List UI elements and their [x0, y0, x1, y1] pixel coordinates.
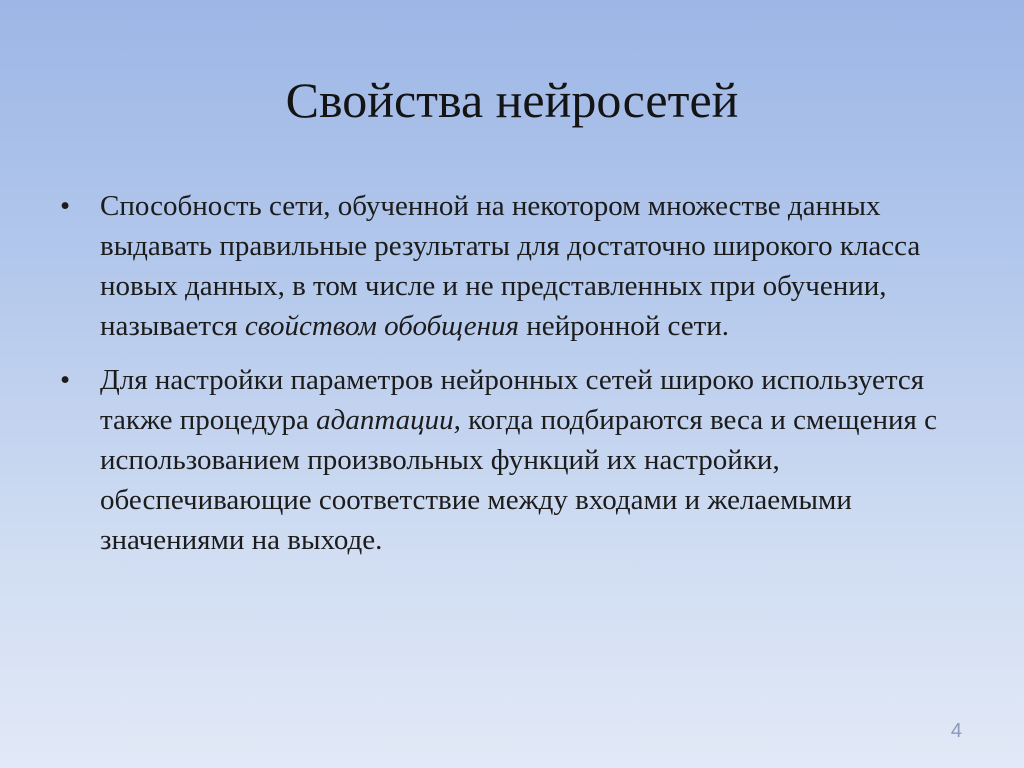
bullet-item-2 — [60, 360, 980, 560]
bullet-1-text-end: нейронной сети. — [519, 310, 730, 342]
bullet-1-text: Способность сети, обученной на некотором множестве данных выдавать правильные результаты для достаточно широкого класса новых данных, в том числе и не представленных при обучении, называется — [100, 190, 921, 342]
bullet-list — [60, 186, 980, 574]
bullet-icon: • — [60, 190, 71, 222]
bullet-2-text-end: когда подбираются веса и смещения с использованием произвольных функций их настройки, обеспечивающие соответствие между входами и желаемыми значениями на выходе. — [100, 404, 937, 556]
slide-title: Свойства нейросетей — [285, 72, 739, 128]
bullet-icon: • — [60, 364, 71, 396]
bullet-1-emphasis: свойством обобщения — [244, 310, 520, 342]
page-number: 4 — [950, 720, 962, 742]
bullet-2-emphasis: адаптации, — [316, 404, 461, 436]
bullet-2-text: Для настройки параметров нейронных сетей широко используется также процедура — [100, 364, 925, 436]
bullet-item-1 — [60, 186, 980, 346]
